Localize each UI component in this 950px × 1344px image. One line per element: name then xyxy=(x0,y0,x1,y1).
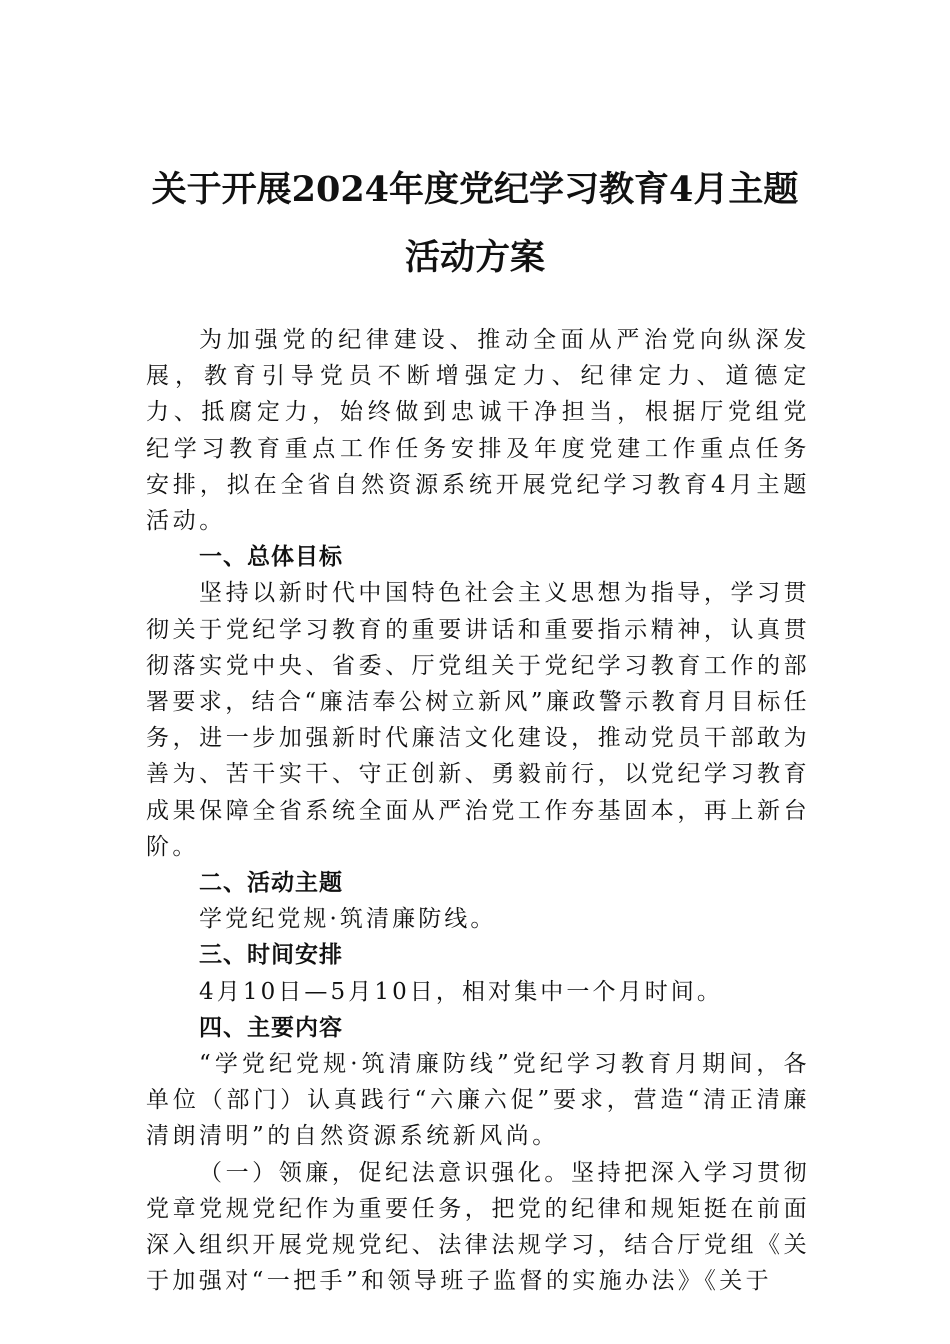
item-1-lead: （一）领廉，促纪法意识强化。 xyxy=(199,1159,572,1186)
document-body xyxy=(146,322,810,1299)
document-title-line-2: 活动方案 xyxy=(404,237,545,278)
item-1-text: 坚持把深入学习贯彻党章党规党纪作为重要任务，把党的纪律和规矩挺在前面深入组织开展党规党纪、法律法规学习，结合厅党组《关于加强对“一把手”和领导班子监督的实施办法》《关于 xyxy=(146,1159,810,1295)
section-heading-content: 四、主要内容 xyxy=(199,1014,343,1041)
intro-paragraph: 为加强党的纪律建设、推动全面从严治党向纵深发展，教育引导党员不断增强定力、纪律定力、道德定力、抵腐定力，始终做到忠诚干净担当，根据厅党组党纪学习教育重点工作任务安排及年度党建工作重点任务安排，拟在全省自然资源系统开展党纪学习教育4月主题活动。 xyxy=(146,327,810,535)
section-text-schedule: 4月10日—5月10日，相对集中一个月时间。 xyxy=(199,978,723,1005)
section-heading-schedule: 三、时间安排 xyxy=(199,942,343,969)
section-text-content: “学党纪党规·筑清廉防线”党纪学习教育月期间，各单位（部门）认真践行“六廉六促”要求，营造“清正清廉清朗清明”的自然资源系统新风尚。 xyxy=(146,1051,810,1150)
document-title-line-1: 关于开展2024年度党纪学习教育4月主题 xyxy=(151,169,799,210)
section-heading-goals: 一、总体目标 xyxy=(199,544,343,571)
item-1-paragraph xyxy=(146,1155,810,1300)
section-text-theme: 学党纪党规·筑清廉防线。 xyxy=(199,906,497,933)
section-heading-theme: 二、活动主题 xyxy=(199,870,343,897)
section-text-goals: 坚持以新时代中国特色社会主义思想为指导，学习贯彻关于党纪学习教育的重要讲话和重要指示精神，认真贯彻落实党中央、省委、厅党组关于党纪学习教育工作的部署要求，结合“廉洁奉公树立新风”廉政警示教育月目标任务，进一步加强新时代廉洁文化建设，推动党员干部敢为善为、苦干实干、守正创新、勇毅前行，以党纪学习教育成果保障全省系统全面从严治党工作夯基固本，再上新台阶。 xyxy=(146,580,810,860)
